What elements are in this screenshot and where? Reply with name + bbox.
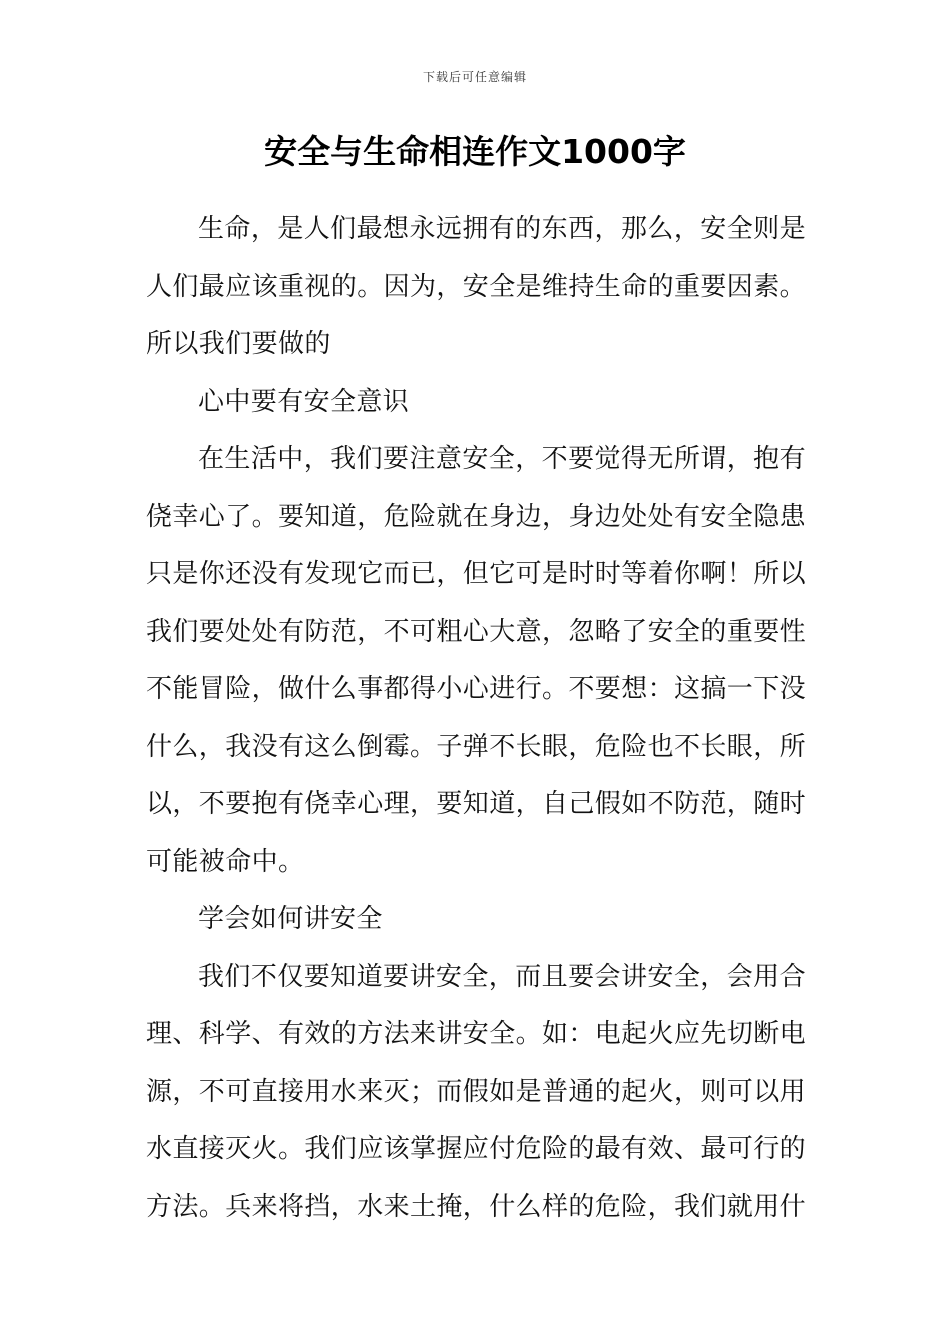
paragraph-method: 我们不仅要知道要讲安全，而且要会讲安全，会用合理、科学、有效的方法来讲安全。如：电起火应先切断电源，不可直接用水来灭；而假如是普通的起火，则可以用水直接灭火。我们应该掌握应付危险的最有效、最可行的方法。兵来将挡，水来土掩，什么样的危险，我们就用什 [146, 961, 807, 1222]
document-body [146, 201, 806, 1236]
header-note: 下载后可任意编辑 [422, 70, 527, 84]
document-title: 安全与生命相连作文1000字 [264, 132, 686, 171]
paragraph-awareness: 在生活中，我们要注意安全，不要觉得无所谓，抱有侥幸心了。要知道，危险就在身边，身边处处有安全隐患只是你还没有发现它而已，但它可是时时等着你啊！所以我们要处处有防范，不可粗心大意，忽略了安全的重要性不能冒险，做什么事都得小心进行。不要想：这搞一下没什么，我没有这么倒霉。子弹不长眼，危险也不长眼，所以，不要抱有侥幸心理，要知道，自己假如不防范，随时可能被命中。 [146, 444, 807, 877]
paragraph-intro: 生命，是人们最想永远拥有的东西，那么，安全则是人们最应该重视的。因为，安全是维持生命的重要因素。所以我们要做的 [146, 214, 807, 359]
section-heading-awareness: 心中要有安全意识 [198, 386, 410, 417]
section-heading-method: 学会如何讲安全 [198, 904, 383, 934]
